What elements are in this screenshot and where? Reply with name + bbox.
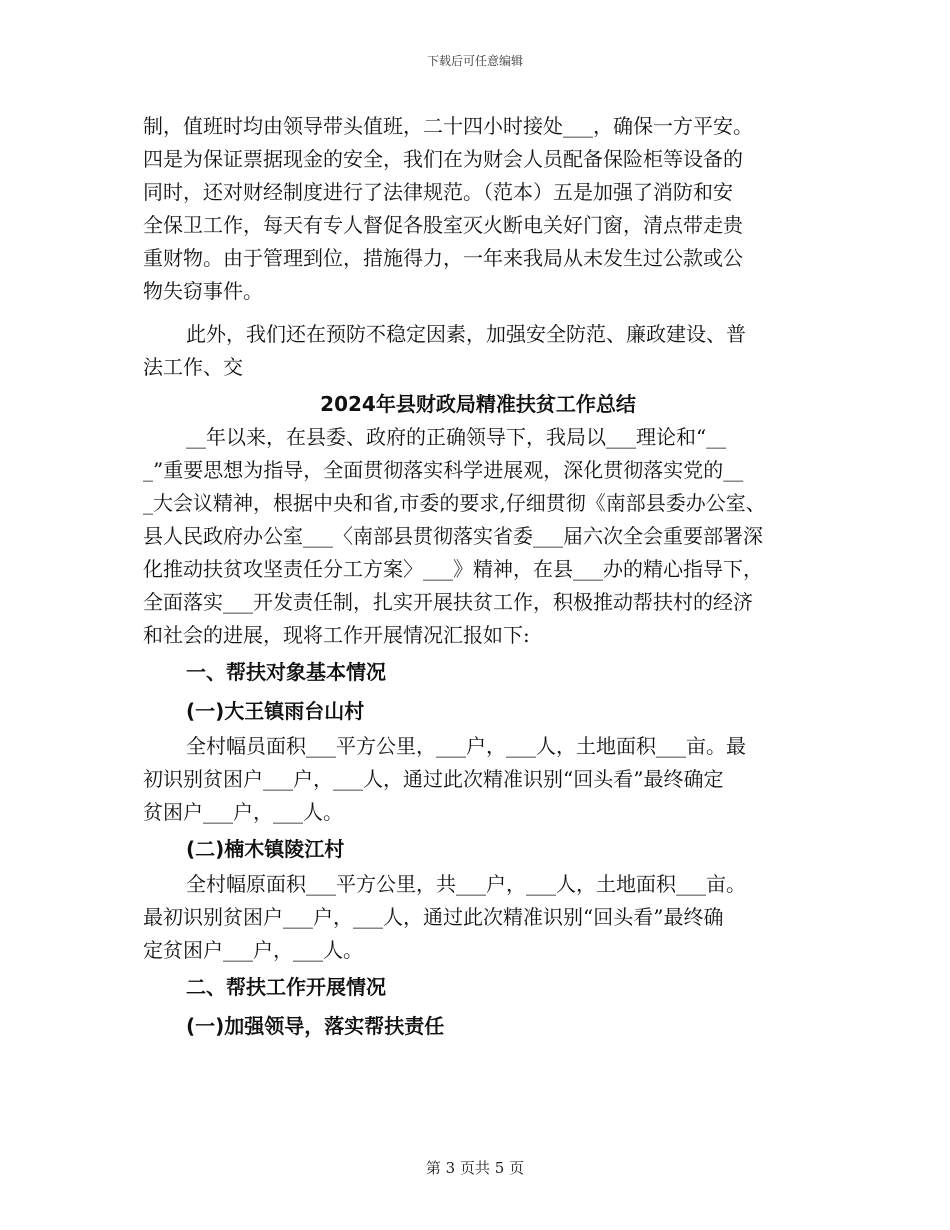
text-line: 化推动扶贫攻坚责任分工方案〉___》精神，在县___办的精心指导下， [143,557,763,581]
text-line: 初识别贫困户___户，___人，通过此次精准识别“回头看”最终确定 [143,767,724,791]
text-line: 和社会的进展，现将工作开展情况汇报如下: [143,623,530,647]
text-line: 制，值班时均由领导带头值班，二十四小时接处___，确保一方平安。 [143,114,753,138]
text-line: 全村幅员面积___平方公里，___户，___人，土地面积___亩。最 [186,734,746,758]
section-heading: 一、帮扶对象基本情况 [186,660,386,684]
text-line: 四是为保证票据现金的安全，我们在为财会人员配备保险柜等设备的 [143,147,743,171]
text-line: 贫困户___户，___人。 [143,800,343,824]
subsection-heading: (一)大王镇雨台山村 [186,699,365,723]
text-line: 全保卫工作，每天有专人督促各股室灭火断电关好门窗，清点带走贵 [143,213,743,237]
page-header: 下载后可任意编辑 [426,54,523,68]
subsection-heading: (一)加强领导，落实帮扶责任 [186,1014,445,1038]
text-line: 重财物。由于管理到位，措施得力，一年来我局从未发生过公款或公 [143,246,743,270]
subsection-heading: (二)楠木镇陵江村 [186,837,345,861]
text-line: 法工作、交 [143,355,243,379]
document-title: 2024年县财政局精准扶贫工作总结 [320,392,636,416]
text-line: 定贫困户___户，___人。 [143,938,363,962]
text-line: _”重要思想为指导，全面贯彻落实科学进展观，深化贯彻落实党的__ [143,458,744,482]
subsection-paragraph [143,868,813,967]
intro-paragraph [143,421,813,652]
text-line: 同时，还对财经制度进行了法律规范。（范本）五是加强了消防和安 [143,180,733,204]
document-body [143,110,813,1045]
text-line: 物失窃事件。 [143,279,263,303]
text-line: _大会议精神，根据中央和省,市委的要求,仔细贯彻《南部县委办公室、 [143,491,766,515]
section-heading: 二、帮扶工作开展情况 [186,975,386,999]
top-paragraph [143,110,813,308]
text-line: 此外，我们还在预防不稳定因素，加强安全防范、廉政建设、普 [186,322,746,346]
second-paragraph [143,318,813,384]
text-line: 全面落实___开发责任制，扎实开展扶贫工作，积极推动帮扶村的经济 [143,590,753,614]
text-line: __年以来，在县委、政府的正确领导下，我局以___理论和“__ [186,425,727,449]
page-footer: 第 3 页共 5 页 [425,1159,525,1177]
text-line: 县人民政府办公室___〈南部县贯彻落实省委___届六次全会重要部署深 [143,524,763,548]
text-line: 全村幅原面积___平方公里，共___户，___人，土地面积___亩。 [186,872,746,896]
subsection-paragraph [143,730,813,829]
text-line: 最初识别贫困户___户，___人，通过此次精准识别“回头看”最终确 [143,905,724,929]
